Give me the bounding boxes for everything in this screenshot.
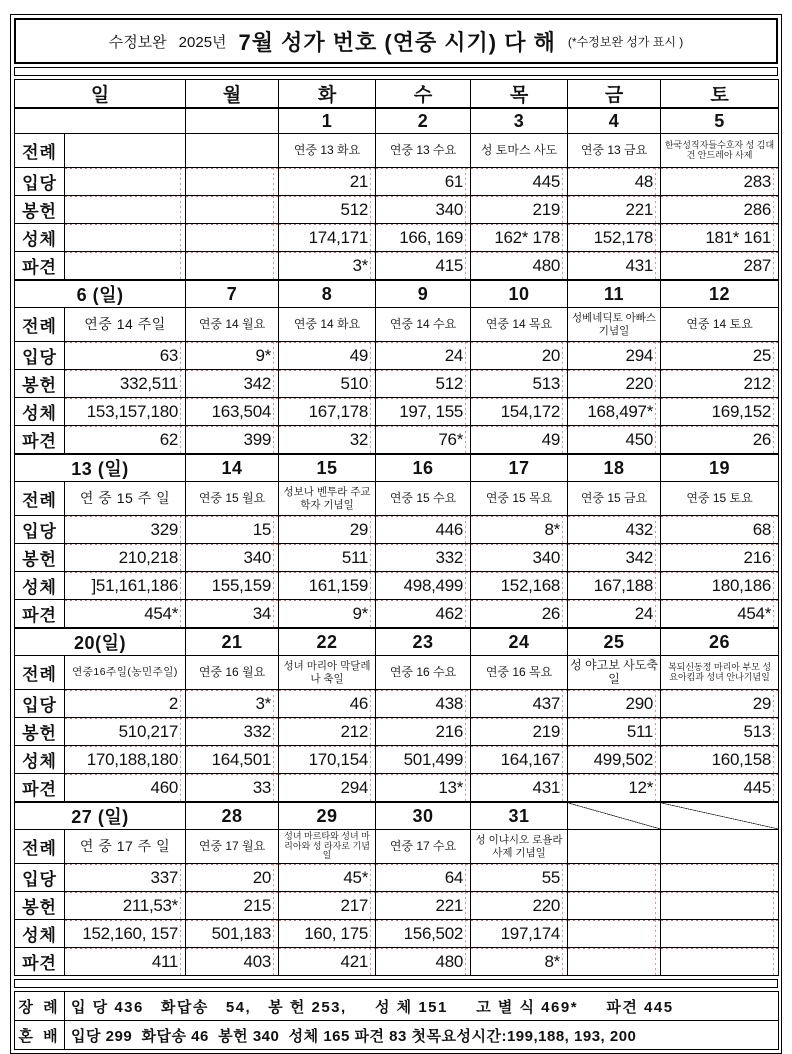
weekday-header: 토 xyxy=(661,80,779,109)
date-cell xyxy=(568,802,661,830)
entrance-hymn-cell: 15 xyxy=(186,516,279,544)
row-label-jeonrye: 전례 xyxy=(15,830,65,864)
communion-hymn-cell: 155,159 xyxy=(186,572,279,600)
dismissal-hymn-cell: 287 xyxy=(661,252,779,281)
date-cell: 10 xyxy=(471,280,568,308)
communion-hymn-cell: 160,158 xyxy=(661,746,779,774)
week-3-jeonrye-row xyxy=(15,482,779,516)
row-label-pagyeon: 파견 xyxy=(15,426,65,455)
entrance-hymn-cell: 25 xyxy=(661,342,779,370)
communion-hymn-cell: 197, 155 xyxy=(376,398,471,426)
week-1-seongche-row xyxy=(15,224,779,252)
dismissal-hymn-cell: 454* xyxy=(661,600,779,629)
communion-hymn-cell: 152,178 xyxy=(568,224,661,252)
funeral-row-label: 장 례 xyxy=(15,992,65,1021)
communion-hymn-cell: 501,499 xyxy=(376,746,471,774)
date-cell-sunday: 27 (일) xyxy=(15,802,186,830)
funeral-hymn-numbers: 입 당 436 화답송 54, 봉 헌 253, 성 체 151 고 별 식 469* 파견 445 xyxy=(65,992,779,1021)
week-1-dates-row xyxy=(15,108,779,134)
dismissal-hymn-cell: 294 xyxy=(279,774,376,803)
title-revision-note: 수정보완 xyxy=(108,33,167,51)
liturgy-cell: 연중 15 월요 xyxy=(186,482,279,516)
liturgy-cell: 연중 14 월요 xyxy=(186,308,279,342)
week-2-seongche-row xyxy=(15,398,779,426)
offertory-hymn-cell: 217 xyxy=(279,892,376,920)
entrance-hymn-cell: 61 xyxy=(376,168,471,196)
weekday-header: 일 xyxy=(15,80,186,109)
offertory-hymn-cell: 510,217 xyxy=(65,718,186,746)
entrance-hymn-cell: 294 xyxy=(568,342,661,370)
communion-hymn-cell: 164,501 xyxy=(186,746,279,774)
dismissal-hymn-cell: 421 xyxy=(279,948,376,976)
week-5-seongche-row xyxy=(15,920,779,948)
entrance-hymn-cell: 21 xyxy=(279,168,376,196)
date-cell-sunday: 13 (일) xyxy=(15,454,186,482)
date-cell: 8 xyxy=(279,280,376,308)
liturgy-cell: 연중 15 목요 xyxy=(471,482,568,516)
week-3-seongche-row xyxy=(15,572,779,600)
week-1-ipdang-row xyxy=(15,168,779,196)
liturgy-cell: 연 중 15 주 일 xyxy=(65,482,186,516)
communion-hymn-cell: 197,174 xyxy=(471,920,568,948)
offertory-hymn-cell: 212 xyxy=(279,718,376,746)
offertory-hymn-cell xyxy=(568,892,661,920)
date-cell: 26 xyxy=(661,628,779,656)
entrance-hymn-cell: 290 xyxy=(568,690,661,718)
spacer-band-bottom xyxy=(14,979,778,988)
row-label-pagyeon: 파견 xyxy=(15,774,65,803)
weekday-header: 금 xyxy=(568,80,661,109)
liturgy-cell xyxy=(186,134,279,168)
date-cell xyxy=(186,108,279,134)
dismissal-hymn-cell: 3* xyxy=(279,252,376,281)
dismissal-hymn-cell: 9* xyxy=(279,600,376,629)
liturgy-cell xyxy=(661,830,779,864)
week-5-pagyeon-row xyxy=(15,948,779,976)
row-label-bongheon: 봉헌 xyxy=(15,196,65,224)
spacer-band-top xyxy=(14,67,778,76)
dismissal-hymn-cell: 445 xyxy=(661,774,779,803)
dismissal-hymn-cell xyxy=(65,252,186,281)
entrance-hymn-cell: 24 xyxy=(376,342,471,370)
hymn-number-table xyxy=(14,79,779,976)
row-label-bongheon: 봉헌 xyxy=(15,544,65,572)
communion-hymn-cell: 152,160, 157 xyxy=(65,920,186,948)
entrance-hymn-cell xyxy=(65,168,186,196)
date-cell: 21 xyxy=(186,628,279,656)
offertory-hymn-cell: 342 xyxy=(568,544,661,572)
offertory-hymn-cell: 215 xyxy=(186,892,279,920)
weekday-header-row xyxy=(15,80,779,109)
entrance-hymn-cell xyxy=(186,168,279,196)
dismissal-hymn-cell: 480 xyxy=(471,252,568,281)
offertory-hymn-cell: 513 xyxy=(471,370,568,398)
week-2-ipdang-row xyxy=(15,342,779,370)
dismissal-hymn-cell: 24 xyxy=(568,600,661,629)
weekday-header: 월 xyxy=(186,80,279,109)
weekday-header: 화 xyxy=(279,80,376,109)
offertory-hymn-cell: 219 xyxy=(471,718,568,746)
week-4-jeonrye-row xyxy=(15,656,779,690)
liturgy-cell: 성녀 마리아 막달레나 축일 xyxy=(279,656,376,690)
communion-hymn-cell: 499,502 xyxy=(568,746,661,774)
liturgy-cell: 성녀 마르타와 성녀 마리아와 성 라자로 기념일 xyxy=(279,830,376,864)
entrance-hymn-cell xyxy=(661,864,779,892)
liturgy-cell: 연중 14 화요 xyxy=(279,308,376,342)
communion-hymn-cell xyxy=(65,224,186,252)
title-bar xyxy=(14,18,778,64)
week-3-ipdang-row xyxy=(15,516,779,544)
week-4-dates-row xyxy=(15,628,779,656)
weekday-header: 수 xyxy=(376,80,471,109)
liturgy-cell: 성 야고보 사도축일 xyxy=(568,656,661,690)
entrance-hymn-cell: 3* xyxy=(186,690,279,718)
dismissal-hymn-cell: 462 xyxy=(376,600,471,629)
week-1-bongheon-row xyxy=(15,196,779,224)
row-label-jeonrye: 전례 xyxy=(15,134,65,168)
dismissal-hymn-cell: 32 xyxy=(279,426,376,455)
communion-hymn-cell xyxy=(186,224,279,252)
entrance-hymn-cell: 29 xyxy=(661,690,779,718)
date-cell: 4 xyxy=(568,108,661,134)
row-label-pagyeon: 파견 xyxy=(15,252,65,281)
date-cell: 16 xyxy=(376,454,471,482)
entrance-hymn-cell: 48 xyxy=(568,168,661,196)
liturgy-cell: 연중16주일(농민주일) xyxy=(65,656,186,690)
liturgy-cell: 연중 16 수요 xyxy=(376,656,471,690)
date-cell: 31 xyxy=(471,802,568,830)
week-4-bongheon-row xyxy=(15,718,779,746)
communion-hymn-cell: 154,172 xyxy=(471,398,568,426)
date-cell xyxy=(661,802,779,830)
communion-hymn-cell: 164,167 xyxy=(471,746,568,774)
dismissal-hymn-cell: 403 xyxy=(186,948,279,976)
offertory-hymn-cell xyxy=(661,892,779,920)
dismissal-hymn-cell: 411 xyxy=(65,948,186,976)
offertory-hymn-cell: 513 xyxy=(661,718,779,746)
entrance-hymn-cell: 68 xyxy=(661,516,779,544)
offertory-hymn-cell: 216 xyxy=(376,718,471,746)
week-5-ipdang-row xyxy=(15,864,779,892)
date-cell: 14 xyxy=(186,454,279,482)
communion-hymn-cell: 181* 161 xyxy=(661,224,779,252)
liturgy-cell: 연중 13 수요 xyxy=(376,134,471,168)
communion-hymn-cell: 162* 178 xyxy=(471,224,568,252)
week-4-seongche-row xyxy=(15,746,779,774)
week-2-pagyeon-row xyxy=(15,426,779,455)
communion-hymn-cell: ]51,161,186 xyxy=(65,572,186,600)
entrance-hymn-cell: 64 xyxy=(376,864,471,892)
week-1-jeonrye-row xyxy=(15,134,779,168)
offertory-hymn-cell: 511 xyxy=(568,718,661,746)
row-label-pagyeon: 파견 xyxy=(15,948,65,976)
week-3-bongheon-row xyxy=(15,544,779,572)
title-year: 2025년 xyxy=(178,33,227,51)
date-cell: 3 xyxy=(471,108,568,134)
funeral-row xyxy=(15,992,779,1021)
dismissal-hymn-cell: 62 xyxy=(65,426,186,455)
communion-hymn-cell: 169,152 xyxy=(661,398,779,426)
wedding-row xyxy=(15,1021,779,1050)
dismissal-hymn-cell: 8* xyxy=(471,948,568,976)
page-title: 7월 성가 번호 (연중 시기) 다 해 xyxy=(238,29,556,55)
date-cell: 30 xyxy=(376,802,471,830)
offertory-hymn-cell: 220 xyxy=(471,892,568,920)
row-label-bongheon: 봉헌 xyxy=(15,892,65,920)
communion-hymn-cell: 167,178 xyxy=(279,398,376,426)
date-cell: 17 xyxy=(471,454,568,482)
communion-hymn-cell xyxy=(661,920,779,948)
liturgy-cell: 성 토마스 사도 xyxy=(471,134,568,168)
row-label-ipdang: 입당 xyxy=(15,342,65,370)
date-cell-sunday xyxy=(15,108,186,134)
offertory-hymn-cell: 212 xyxy=(661,370,779,398)
entrance-hymn-cell: 445 xyxy=(471,168,568,196)
communion-hymn-cell: 170,188,180 xyxy=(65,746,186,774)
offertory-hymn-cell: 332 xyxy=(376,544,471,572)
communion-hymn-cell: 167,188 xyxy=(568,572,661,600)
liturgy-cell: 연중 14 주일 xyxy=(65,308,186,342)
row-label-bongheon: 봉헌 xyxy=(15,718,65,746)
date-cell: 12 xyxy=(661,280,779,308)
offertory-hymn-cell: 340 xyxy=(471,544,568,572)
row-label-ipdang: 입당 xyxy=(15,168,65,196)
entrance-hymn-cell: 329 xyxy=(65,516,186,544)
communion-hymn-cell: 498,499 xyxy=(376,572,471,600)
dismissal-hymn-cell: 460 xyxy=(65,774,186,803)
entrance-hymn-cell: 55 xyxy=(471,864,568,892)
communion-hymn-cell: 161,159 xyxy=(279,572,376,600)
communion-hymn-cell: 163,504 xyxy=(186,398,279,426)
wedding-row-label: 혼 배 xyxy=(15,1021,65,1050)
week-4-ipdang-row xyxy=(15,690,779,718)
date-cell: 29 xyxy=(279,802,376,830)
wedding-hymn-numbers: 입당 299 화답송 46 봉헌 340 성체 165 파견 83 첫목요성시간:199,188, 193, 200 xyxy=(65,1021,779,1050)
dismissal-hymn-cell: 34 xyxy=(186,600,279,629)
date-cell: 18 xyxy=(568,454,661,482)
liturgy-cell xyxy=(65,134,186,168)
communion-hymn-cell: 501,183 xyxy=(186,920,279,948)
row-label-jeonrye: 전례 xyxy=(15,308,65,342)
dismissal-hymn-cell: 12* xyxy=(568,774,661,803)
liturgy-cell: 복되신동정 마리아 부모 성 요아킴과 성녀 안나기념일 xyxy=(661,656,779,690)
entrance-hymn-cell: 337 xyxy=(65,864,186,892)
date-cell-sunday: 20(일) xyxy=(15,628,186,656)
communion-hymn-cell: 170,154 xyxy=(279,746,376,774)
dismissal-hymn-cell: 431 xyxy=(471,774,568,803)
dismissal-hymn-cell: 450 xyxy=(568,426,661,455)
entrance-hymn-cell: 432 xyxy=(568,516,661,544)
liturgy-cell: 연중 15 토요 xyxy=(661,482,779,516)
liturgy-cell: 성보나 벤투라 주교학자 기념일 xyxy=(279,482,376,516)
date-cell: 5 xyxy=(661,108,779,134)
dismissal-hymn-cell: 13* xyxy=(376,774,471,803)
dismissal-hymn-cell xyxy=(186,252,279,281)
dismissal-hymn-cell: 399 xyxy=(186,426,279,455)
offertory-hymn-cell: 332 xyxy=(186,718,279,746)
row-label-pagyeon: 파견 xyxy=(15,600,65,629)
row-label-seongche: 성체 xyxy=(15,224,65,252)
row-label-bongheon: 봉헌 xyxy=(15,370,65,398)
liturgy-cell: 연중 14 목요 xyxy=(471,308,568,342)
row-label-ipdang: 입당 xyxy=(15,690,65,718)
liturgy-cell: 연 중 17 주 일 xyxy=(65,830,186,864)
liturgy-cell: 연중 14 토요 xyxy=(661,308,779,342)
entrance-hymn-cell: 49 xyxy=(279,342,376,370)
communion-hymn-cell: 174,171 xyxy=(279,224,376,252)
liturgy-cell: 연중 13 금요 xyxy=(568,134,661,168)
date-cell: 2 xyxy=(376,108,471,134)
week-3-pagyeon-row xyxy=(15,600,779,629)
offertory-hymn-cell: 511 xyxy=(279,544,376,572)
entrance-hymn-cell: 46 xyxy=(279,690,376,718)
dismissal-hymn-cell: 26 xyxy=(471,600,568,629)
liturgy-cell: 연중 17 수요 xyxy=(376,830,471,864)
date-cell: 24 xyxy=(471,628,568,656)
communion-hymn-cell xyxy=(568,920,661,948)
liturgy-cell: 연중 15 금요 xyxy=(568,482,661,516)
date-cell: 1 xyxy=(279,108,376,134)
row-label-seongche: 성체 xyxy=(15,746,65,774)
date-cell: 7 xyxy=(186,280,279,308)
title-asterisk-note: (*수정보완 성가 표시 ) xyxy=(567,34,684,49)
dismissal-hymn-cell: 33 xyxy=(186,774,279,803)
week-5-dates-row xyxy=(15,802,779,830)
date-cell: 19 xyxy=(661,454,779,482)
row-label-ipdang: 입당 xyxy=(15,516,65,544)
week-3-dates-row xyxy=(15,454,779,482)
offertory-hymn-cell: 211,53* xyxy=(65,892,186,920)
row-label-seongche: 성체 xyxy=(15,920,65,948)
row-label-jeonrye: 전례 xyxy=(15,482,65,516)
week-2-bongheon-row xyxy=(15,370,779,398)
liturgy-cell: 성 이냐시오 로욜라 사제 기념일 xyxy=(471,830,568,864)
entrance-hymn-cell: 438 xyxy=(376,690,471,718)
offertory-hymn-cell: 342 xyxy=(186,370,279,398)
dismissal-hymn-cell xyxy=(661,948,779,976)
offertory-hymn-cell xyxy=(65,196,186,224)
row-label-seongche: 성체 xyxy=(15,572,65,600)
entrance-hymn-cell: 45* xyxy=(279,864,376,892)
week-5-jeonrye-row xyxy=(15,830,779,864)
dismissal-hymn-cell: 454* xyxy=(65,600,186,629)
offertory-hymn-cell: 512 xyxy=(279,196,376,224)
liturgy-cell: 성베네딕토 아빠스 기념일 xyxy=(568,308,661,342)
dismissal-hymn-cell: 26 xyxy=(661,426,779,455)
offertory-hymn-cell: 219 xyxy=(471,196,568,224)
weekday-header: 목 xyxy=(471,80,568,109)
communion-hymn-cell: 160, 175 xyxy=(279,920,376,948)
offertory-hymn-cell: 512 xyxy=(376,370,471,398)
date-cell: 9 xyxy=(376,280,471,308)
week-2-dates-row xyxy=(15,280,779,308)
liturgy-cell: 연중 14 수요 xyxy=(376,308,471,342)
liturgy-cell: 연중 16 목요 xyxy=(471,656,568,690)
liturgy-cell xyxy=(568,830,661,864)
row-label-jeonrye: 전례 xyxy=(15,656,65,690)
liturgy-cell: 한국성직자들수호자 성 김대건 안드레아 사제 xyxy=(661,134,779,168)
funeral-wedding-table xyxy=(14,991,779,1050)
offertory-hymn-cell: 510 xyxy=(279,370,376,398)
dismissal-hymn-cell: 480 xyxy=(376,948,471,976)
entrance-hymn-cell: 20 xyxy=(471,342,568,370)
offertory-hymn-cell: 216 xyxy=(661,544,779,572)
offertory-hymn-cell: 340 xyxy=(376,196,471,224)
dismissal-hymn-cell xyxy=(568,948,661,976)
dismissal-hymn-cell: 76* xyxy=(376,426,471,455)
week-4-pagyeon-row xyxy=(15,774,779,803)
calendar-sheet xyxy=(10,14,782,1054)
offertory-hymn-cell: 220 xyxy=(568,370,661,398)
date-cell: 22 xyxy=(279,628,376,656)
row-label-ipdang: 입당 xyxy=(15,864,65,892)
dismissal-hymn-cell: 49 xyxy=(471,426,568,455)
offertory-hymn-cell: 340 xyxy=(186,544,279,572)
liturgy-cell: 연중 16 월요 xyxy=(186,656,279,690)
offertory-hymn-cell: 221 xyxy=(376,892,471,920)
entrance-hymn-cell: 2 xyxy=(65,690,186,718)
entrance-hymn-cell: 437 xyxy=(471,690,568,718)
offertory-hymn-cell: 210,218 xyxy=(65,544,186,572)
date-cell-sunday: 6 (일) xyxy=(15,280,186,308)
entrance-hymn-cell: 9* xyxy=(186,342,279,370)
liturgy-cell: 연중 17 월요 xyxy=(186,830,279,864)
liturgy-cell: 연중 15 수요 xyxy=(376,482,471,516)
date-cell: 23 xyxy=(376,628,471,656)
week-5-bongheon-row xyxy=(15,892,779,920)
communion-hymn-cell: 180,186 xyxy=(661,572,779,600)
entrance-hymn-cell: 20 xyxy=(186,864,279,892)
entrance-hymn-cell: 446 xyxy=(376,516,471,544)
liturgy-cell: 연중 13 화요 xyxy=(279,134,376,168)
communion-hymn-cell: 166, 169 xyxy=(376,224,471,252)
offertory-hymn-cell: 286 xyxy=(661,196,779,224)
offertory-hymn-cell xyxy=(186,196,279,224)
date-cell: 25 xyxy=(568,628,661,656)
row-label-seongche: 성체 xyxy=(15,398,65,426)
communion-hymn-cell: 152,168 xyxy=(471,572,568,600)
entrance-hymn-cell: 63 xyxy=(65,342,186,370)
date-cell: 15 xyxy=(279,454,376,482)
communion-hymn-cell: 156,502 xyxy=(376,920,471,948)
entrance-hymn-cell xyxy=(568,864,661,892)
communion-hymn-cell: 153,157,180 xyxy=(65,398,186,426)
communion-hymn-cell: 168,497* xyxy=(568,398,661,426)
offertory-hymn-cell: 221 xyxy=(568,196,661,224)
entrance-hymn-cell: 8* xyxy=(471,516,568,544)
date-cell: 11 xyxy=(568,280,661,308)
offertory-hymn-cell: 332,511 xyxy=(65,370,186,398)
entrance-hymn-cell: 283 xyxy=(661,168,779,196)
date-cell: 28 xyxy=(186,802,279,830)
week-1-pagyeon-row xyxy=(15,252,779,281)
dismissal-hymn-cell: 415 xyxy=(376,252,471,281)
week-2-jeonrye-row xyxy=(15,308,779,342)
dismissal-hymn-cell: 431 xyxy=(568,252,661,281)
entrance-hymn-cell: 29 xyxy=(279,516,376,544)
